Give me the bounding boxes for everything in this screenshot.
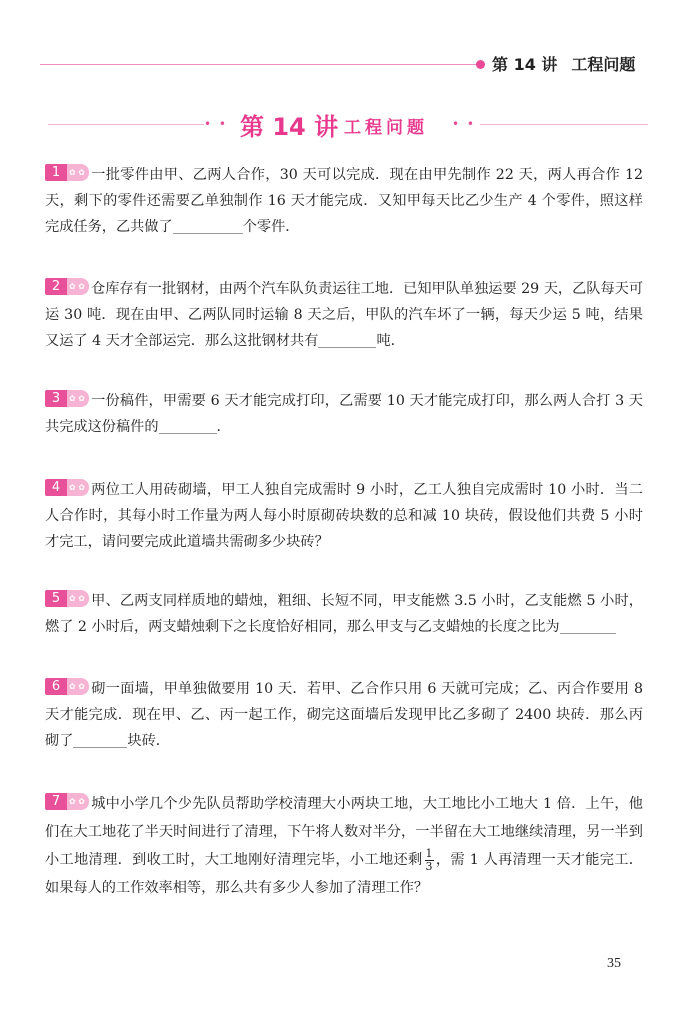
flower-icon: [67, 590, 89, 607]
fraction: [425, 848, 434, 873]
problem-number-badge: 4 ✿ ✿: [45, 479, 89, 496]
flower-icon: [67, 678, 89, 695]
flower-icon: [67, 479, 89, 496]
header-lecture: 第 14 讲: [492, 55, 558, 74]
problem-6: [45, 676, 643, 754]
header-topic: 工程问题: [571, 55, 636, 74]
answer-blank[interactable]: [73, 733, 127, 748]
problem-7: [45, 790, 643, 902]
flower-icon: [67, 390, 89, 407]
problem-text: 两位工人用砖砌墙，甲工人独自完成需时 9 小时，乙工人独自完成需时 10 小时．当二人合作时，其每小时工作量为两人每小时原砌砖块数的总和减 10 块砖，假设他们共费 5 小时才完工，请问要完成此道墙共需砌多少块砖？: [45, 482, 643, 550]
problem-4: [45, 477, 643, 555]
problem-text-end: ．: [216, 419, 231, 435]
problem-text-end: 块砖．: [127, 733, 170, 749]
problem-text: 仓库存有一批钢材，由两个汽车队负责运往工地．已知甲队单独运要 29 天，乙队每天可运 30 吨．现在由甲、乙两队同时运输 8 天之后，甲队的汽车坏了一辆，每天少运 5 吨，结果又运了 4 天才全部运完．那么这批钢材共有: [45, 281, 644, 349]
fraction-numerator: 1: [425, 846, 433, 860]
answer-blank[interactable]: [560, 619, 616, 634]
header-bullet-icon: [476, 60, 485, 69]
problem-3: [45, 388, 643, 440]
problem-1: [45, 162, 643, 240]
problem-text: 城中小学几个少先队员帮助学校清理大小两块工地，大工地比小工地大 1 倍．上午，他们在大工地花了半天时间进行了清理，下午将人数对半分，一半留在大工地继续清理，另一半到小工地清理．到收工时，大工地刚好清理完毕，小工地还剩: [45, 796, 643, 868]
title-main: 第 14 讲: [240, 113, 339, 141]
title-dots-right-icon: • •: [452, 117, 476, 131]
problem-text: 砌一面墙，甲单独做要用 10 天．若甲、乙合作只用 6 天就可完成；乙、丙合作要用 8 天才能完成．现在甲、乙、丙一起工作，砌完这面墙后发现甲比乙多砌了 2400 块砖．那么丙砌了: [45, 681, 643, 749]
problem-text: 一份稿件，甲需要 6 天才能完成打印，乙需要 10 天才能完成打印，那么两人合打 3 天共完成这份稿件的: [45, 393, 643, 435]
title-dots-left-icon: • •: [204, 117, 228, 131]
answer-blank[interactable]: [159, 419, 217, 434]
flower-icon: [67, 793, 89, 810]
problem-text-end: ，需 1 人再清理一天才能完工．如果每人的工作效率相等，那么共有多少人参加了清理工作？: [45, 852, 643, 896]
problem-5: [45, 588, 643, 640]
problem-2: [45, 276, 643, 354]
flower-icon: [67, 164, 89, 181]
problem-text: 甲、乙两支同样质地的蜡烛，粗细、长短不同，甲支能燃 3.5 小时，乙支能燃 5 小时，燃了 2 小时后，两支蜡烛剩下之长度恰好相同，那么甲支与乙支蜡烛的长度之比为: [45, 593, 643, 635]
problem-number-badge: 6 ✿ ✿: [45, 678, 89, 695]
title-sub: 工程问题: [344, 118, 428, 138]
problem-number-badge: 2 ✿ ✿: [45, 278, 89, 295]
answer-blank[interactable]: [318, 333, 376, 348]
running-header: [492, 52, 635, 75]
lecture-title: [0, 107, 696, 141]
fraction-denominator: 3: [425, 859, 433, 873]
problem-text-end: 吨．: [376, 333, 405, 349]
title-rule-left: [48, 124, 204, 125]
title-rule-right: [480, 124, 648, 125]
problem-number-badge: 1 ✿ ✿: [45, 164, 89, 181]
page-number: 35: [607, 956, 621, 971]
problem-text-end: 个零件．: [242, 219, 300, 235]
header-rule: [40, 64, 478, 65]
problem-number-badge: 7 ✿ ✿: [45, 793, 89, 810]
flower-icon: [67, 278, 89, 295]
answer-blank[interactable]: [173, 219, 243, 234]
problem-text: 一批零件由甲、乙两人合作，30 天可以完成．现在由甲先制作 22 天，两人再合作 12 天，剩下的零件还需要乙单独制作 16 天才能完成．又知甲每天比乙少生产 4 个零件，照这样完成任务，乙共做了: [45, 167, 643, 235]
problem-number-badge: 5 ✿ ✿: [45, 590, 89, 607]
problem-number-badge: 3 ✿ ✿: [45, 390, 89, 407]
